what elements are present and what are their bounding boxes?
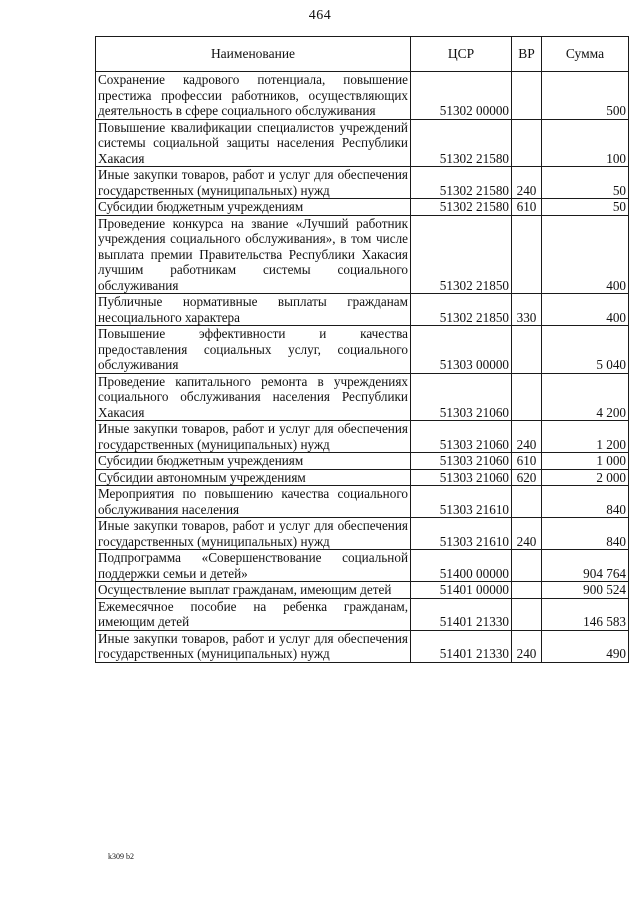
- row-name: Повышение квалификации специалистов учреждений системы социальной защиты населения Республики Хакасия: [96, 119, 411, 167]
- row-vr: 610: [512, 453, 542, 470]
- row-vr: 240: [512, 518, 542, 550]
- row-csr: 51303 21060: [411, 453, 512, 470]
- row-vr: [512, 550, 542, 582]
- row-vr: 610: [512, 199, 542, 216]
- row-sum: 500: [542, 72, 629, 120]
- row-sum: 490: [542, 630, 629, 662]
- row-name: Повышение эффективности и качества предоставления социальных услуг, социального обслуживания: [96, 326, 411, 374]
- header-vr: ВР: [512, 37, 542, 72]
- budget-table: [95, 36, 629, 663]
- row-sum: 900 524: [542, 582, 629, 599]
- row-vr: 240: [512, 421, 542, 453]
- row-vr: [512, 486, 542, 518]
- row-vr: [512, 598, 542, 630]
- table-row: [96, 598, 629, 630]
- row-name: Иные закупки товаров, работ и услуг для обеспечения государственных (муниципальных) нужд: [96, 421, 411, 453]
- table-row: [96, 453, 629, 470]
- row-csr: 51302 00000: [411, 72, 512, 120]
- table-row: [96, 421, 629, 453]
- row-vr: [512, 72, 542, 120]
- row-sum: 904 764: [542, 550, 629, 582]
- row-csr: 51302 21580: [411, 119, 512, 167]
- row-csr: 51303 21610: [411, 518, 512, 550]
- table-row: [96, 486, 629, 518]
- row-csr: 51303 21610: [411, 486, 512, 518]
- row-name: Осуществление выплат гражданам, имеющим детей: [96, 582, 411, 599]
- row-name: Иные закупки товаров, работ и услуг для обеспечения государственных (муниципальных) нужд: [96, 630, 411, 662]
- row-name: Иные закупки товаров, работ и услуг для обеспечения государственных (муниципальных) нужд: [96, 167, 411, 199]
- row-csr: 51400 00000: [411, 550, 512, 582]
- row-csr: 51302 21850: [411, 215, 512, 294]
- table-row: [96, 326, 629, 374]
- table-row: [96, 215, 629, 294]
- row-name: Проведение капитального ремонта в учреждениях социального обслуживания населения Республики Хакасия: [96, 373, 411, 421]
- row-sum: 1 000: [542, 453, 629, 470]
- header-csr: ЦСР: [411, 37, 512, 72]
- table-row: [96, 119, 629, 167]
- table-row: [96, 630, 629, 662]
- table-row: [96, 518, 629, 550]
- row-name: Публичные нормативные выплаты гражданам несоциального характера: [96, 294, 411, 326]
- row-name: Субсидии бюджетным учреждениям: [96, 199, 411, 216]
- table-row: [96, 582, 629, 599]
- row-csr: 51303 21060: [411, 373, 512, 421]
- page-number: 464: [308, 8, 332, 23]
- row-vr: [512, 326, 542, 374]
- header-sum: Сумма: [542, 37, 629, 72]
- row-name: Иные закупки товаров, работ и услуг для обеспечения государственных (муниципальных) нужд: [96, 518, 411, 550]
- row-csr: 51401 21330: [411, 598, 512, 630]
- row-vr: [512, 119, 542, 167]
- row-csr: 51401 00000: [411, 582, 512, 599]
- row-name: Субсидии автономным учреждениям: [96, 469, 411, 486]
- table-header-row: [96, 37, 629, 72]
- row-sum: 100: [542, 119, 629, 167]
- table-row: [96, 550, 629, 582]
- footer-code: k309 b2: [108, 852, 134, 861]
- row-sum: 5 040: [542, 326, 629, 374]
- row-name: Субсидии бюджетным учреждениям: [96, 453, 411, 470]
- row-csr: 51303 00000: [411, 326, 512, 374]
- row-name: Мероприятия по повышению качества социального обслуживания населения: [96, 486, 411, 518]
- row-sum: 4 200: [542, 373, 629, 421]
- row-csr: 51401 21330: [411, 630, 512, 662]
- row-name: Ежемесячное пособие на ребенка гражданам, имеющим детей: [96, 598, 411, 630]
- header-name: Наименование: [96, 37, 411, 72]
- row-vr: [512, 373, 542, 421]
- row-vr: 240: [512, 630, 542, 662]
- table-row: [96, 167, 629, 199]
- row-sum: 50: [542, 167, 629, 199]
- row-csr: 51303 21060: [411, 421, 512, 453]
- row-sum: 50: [542, 199, 629, 216]
- table-row: [96, 72, 629, 120]
- row-sum: 2 000: [542, 469, 629, 486]
- row-csr: 51302 21580: [411, 199, 512, 216]
- row-csr: 51303 21060: [411, 469, 512, 486]
- table-row: [96, 373, 629, 421]
- table-row: [96, 199, 629, 216]
- row-csr: 51302 21850: [411, 294, 512, 326]
- table-row: [96, 469, 629, 486]
- row-csr: 51302 21580: [411, 167, 512, 199]
- row-sum: 1 200: [542, 421, 629, 453]
- row-name: Сохранение кадрового потенциала, повышение престижа профессии работников, осуществляющих деятельность в сфере социального обслуживания: [96, 72, 411, 120]
- row-sum: 400: [542, 215, 629, 294]
- row-sum: 400: [542, 294, 629, 326]
- row-vr: [512, 582, 542, 599]
- row-name: Подпрограмма «Совершенствование социальной поддержки семьи и детей»: [96, 550, 411, 582]
- row-sum: 840: [542, 486, 629, 518]
- row-sum: 840: [542, 518, 629, 550]
- row-vr: [512, 215, 542, 294]
- row-name: Проведение конкурса на звание «Лучший работник учреждения социального обслуживания», в том числе выплата премии Правительства Республики Хакасия лучшим работникам системы социального обслуживания: [96, 215, 411, 294]
- row-sum: 146 583: [542, 598, 629, 630]
- row-vr: 330: [512, 294, 542, 326]
- table-row: [96, 294, 629, 326]
- row-vr: 620: [512, 469, 542, 486]
- row-vr: 240: [512, 167, 542, 199]
